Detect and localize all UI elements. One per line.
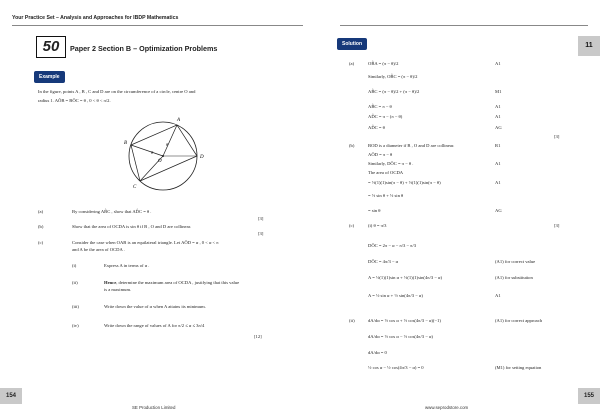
- solution-marks: [3]: [554, 223, 560, 228]
- chapter-number-box: 50: [36, 36, 66, 58]
- question-text: Express A in terms of α .: [104, 263, 150, 268]
- solution-math: Similarly, DÔC = π − θ .: [368, 161, 414, 166]
- solution-marks: (M1) for setting equation: [495, 365, 542, 370]
- solution-math: = ½(1)(1)sin(π − θ) + ½(1)(1)sin(π − θ): [368, 180, 441, 185]
- solution-marks: [3]: [554, 134, 560, 139]
- solution-math: dA/dα = ½ cos α − ½ cos(4π/3 − α): [368, 334, 433, 339]
- label-c: C: [133, 185, 137, 190]
- solution-part: (c): [349, 223, 355, 228]
- question-marks: [12]: [254, 334, 262, 339]
- question-id: (c): [38, 240, 44, 245]
- question-id: (b): [38, 224, 44, 229]
- solution-marks: (A1) for correct approach: [495, 318, 543, 323]
- header-rule: [340, 25, 588, 26]
- solution-marks: A1: [495, 114, 501, 119]
- solution-math: A = ½(1)(1)sin α + ½(1)(1)sin(4π/3 − α): [368, 275, 442, 280]
- intro-line: In the figure, points A , B , C and D are on the circumference of a circle, centre O and: [38, 89, 196, 94]
- solution-math: Similarly, OB̂C = (π − θ)/2: [368, 74, 418, 79]
- solution-math: DÔC = 2π − α − π/3 − π/3: [368, 243, 417, 248]
- book-title: Your Practice Set – Analysis and Approaches for IBDP Mathematics: [12, 15, 179, 21]
- page-number-right: 155: [578, 388, 600, 404]
- solution-label: Solution: [337, 38, 367, 50]
- bold-lead: Hence: [104, 280, 117, 285]
- solution-marks: M1: [495, 89, 502, 94]
- solution-part: (a): [349, 61, 355, 66]
- question-text: By considering AB̂C , show that AD̂C = θ .: [72, 209, 152, 214]
- solution-math: OB̂A = (π − θ)/2: [368, 61, 399, 66]
- solution-math: A = ½ sin α + ½ sin(4π/3 − α): [368, 293, 423, 298]
- solution-marks: AG: [495, 125, 502, 130]
- solution-math: (i) θ = π/3: [368, 223, 387, 228]
- solution-marks: A1: [495, 293, 501, 298]
- question-text-rest: , determine the maximum area of OCDA , justifying that this value: [116, 280, 240, 285]
- label-b: B: [124, 141, 128, 146]
- chapter-tab: 11: [578, 36, 600, 56]
- footer-site: www.seprodstore.com: [425, 405, 469, 410]
- circle-figure: [118, 110, 208, 202]
- footer-publisher: SE Production Limited: [132, 405, 176, 410]
- solution-marks: AG: [495, 208, 502, 213]
- solution-math: BOD is a diameter if B , O and D are collinear.: [368, 143, 455, 148]
- solution-math: = ½ sin θ + ½ sin θ: [368, 193, 404, 198]
- question-text: [104, 280, 239, 286]
- solution-math: AB̂C = π − θ: [368, 104, 392, 109]
- question-text: Write down the range of values of A for π/2 ≤ α ≤ 3π/4: [104, 323, 205, 328]
- angle-theta-label: θ: [166, 142, 169, 147]
- question-marks: [3]: [258, 231, 264, 236]
- solution-marks: A1: [495, 180, 501, 185]
- question-text: is a maximum.: [104, 287, 132, 292]
- question-text: Show that the area of OCDA is sin θ if B , O and D are collinear.: [72, 224, 192, 229]
- question-text: Consider the case when OAB is an equilateral triangle. Let AÔD = α , 0 < α < π: [72, 240, 219, 245]
- solution-math: ½ cos α − ½ cos(4π/3 − α) = 0: [368, 365, 424, 370]
- solution-math: The area of OCDA: [368, 170, 404, 175]
- solution-part: (ii): [349, 318, 355, 323]
- solution-math: = sin θ: [368, 208, 381, 213]
- label-a: A: [177, 118, 181, 123]
- question-id: (iii): [72, 304, 79, 309]
- solution-math: dA/dα = 0: [368, 350, 387, 355]
- question-id: (iv): [72, 323, 79, 328]
- angle-theta-label: θ: [151, 150, 154, 155]
- solution-math: AD̂C = θ: [368, 125, 385, 130]
- question-text: Write down the value of α when A attains its minimum.: [104, 304, 206, 309]
- section-title: Paper 2 Section B – Optimization Problems: [70, 44, 218, 53]
- solution-marks: (A1) for substitution: [495, 275, 533, 280]
- solution-marks: A1: [495, 161, 501, 166]
- label-o: O: [158, 159, 162, 164]
- solution-math: AD̂C = π − (π − θ): [368, 114, 403, 119]
- solution-math: DÔC = 4π/3 − α: [368, 259, 399, 264]
- solution-part: (b): [349, 143, 355, 148]
- question-marks: [3]: [258, 216, 264, 221]
- question-id: (ii): [72, 280, 78, 285]
- solution-math: dA/dα = ½ cos α + ½ cos(4π/3 − α)(−1): [368, 318, 441, 323]
- solution-math: AÔD = π − θ: [368, 152, 393, 157]
- solution-math: AB̂C = (π − θ)/2 + (π − θ)/2: [368, 89, 420, 94]
- solution-marks: A1: [495, 104, 501, 109]
- intro-line: radius 1. AÔB = BÔC = θ , 0 < θ < π/2.: [38, 98, 111, 103]
- page-number-left: 154: [0, 388, 22, 404]
- label-d: D: [200, 155, 204, 160]
- solution-marks: A1: [495, 61, 501, 66]
- header-rule: [12, 25, 303, 26]
- solution-marks: R1: [495, 143, 501, 148]
- question-text: and A be the area of OCDA .: [72, 247, 125, 252]
- example-label: Example: [34, 71, 65, 83]
- question-id: (a): [38, 209, 44, 214]
- question-id: (i): [72, 263, 77, 268]
- solution-marks: (A1) for correct value: [495, 259, 536, 264]
